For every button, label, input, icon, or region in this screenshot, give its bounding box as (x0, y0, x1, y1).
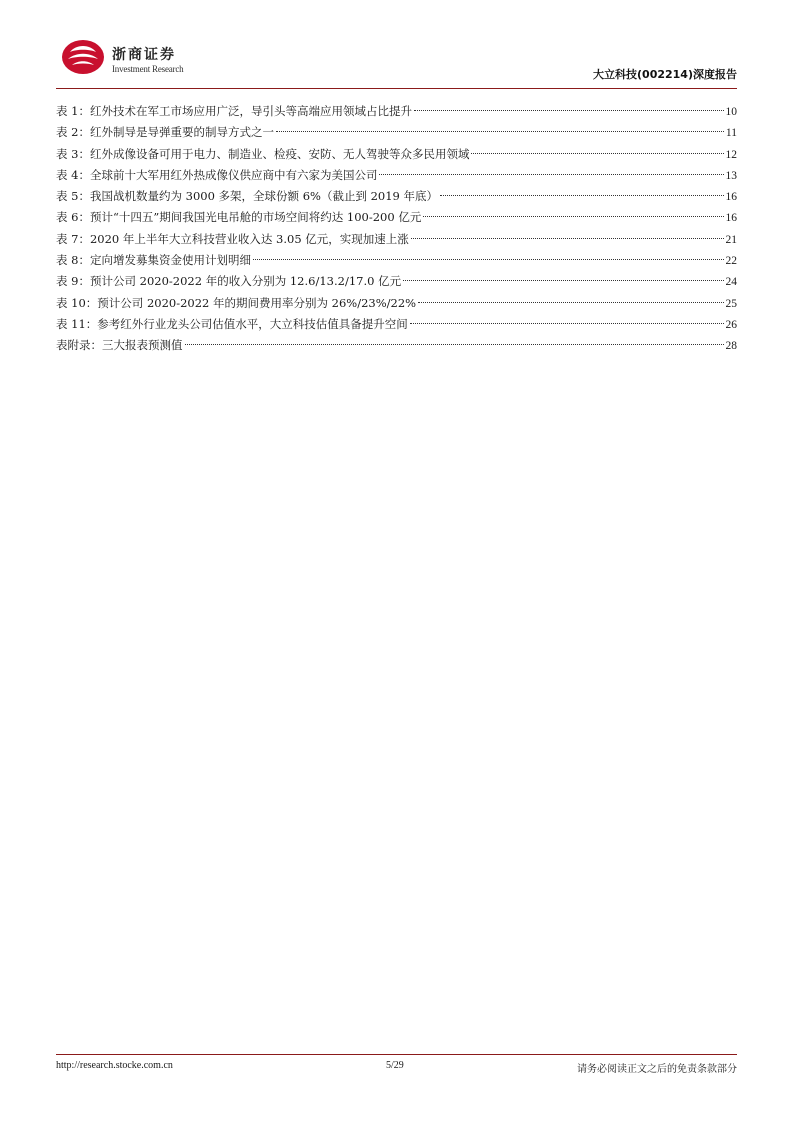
toc-entry[interactable] (56, 293, 737, 314)
toc-leader-dots (276, 131, 724, 132)
footer-disclaimer: 请务必阅读正文之后的免责条款部分 (577, 1064, 737, 1075)
toc-entry-page[interactable]: 16 (725, 212, 737, 225)
toc-entry-page[interactable]: 24 (725, 276, 737, 289)
toc-leader-dots (403, 280, 723, 281)
toc-entry-page[interactable]: 22 (725, 255, 737, 268)
logo-mark-icon (60, 38, 106, 76)
toc-leader-dots (253, 259, 724, 260)
company-logo (60, 38, 190, 78)
toc-entry[interactable] (56, 207, 737, 228)
toc-leader-dots (379, 174, 723, 175)
toc-entry-label[interactable]: 表 5：我国战机数量约为 3000 多架，全球份额 6%（截止到 2019 年底） (56, 189, 439, 204)
footer-url-link[interactable]: http://research.stocke.com.cn (56, 1060, 173, 1071)
toc-leader-dots (440, 195, 723, 196)
report-title: 大立科技(002214)深度报告 (593, 68, 737, 81)
toc-entry-page[interactable]: 11 (725, 127, 737, 140)
table-of-figures (56, 101, 737, 357)
toc-entry-label[interactable]: 表 3：红外成像设备可用于电力、制造业、检疫、安防、无人驾驶等众多民用领域 (56, 146, 470, 161)
logo-english-name: Investment Research (112, 64, 184, 74)
toc-leader-dots (418, 302, 723, 303)
toc-entry-label[interactable]: 表 9：预计公司 2020-2022 年的收入分别为 12.6/13.2/17.0 亿元 (56, 274, 402, 289)
toc-entry-page[interactable]: 28 (725, 340, 737, 353)
footer-page-number: 5/29 (386, 1060, 404, 1071)
toc-entry-page[interactable]: 13 (725, 169, 737, 182)
toc-entry[interactable] (56, 271, 737, 292)
toc-entry-page[interactable]: 25 (725, 297, 737, 310)
toc-entry-label[interactable]: 表 7：2020 年上半年大立科技营业收入达 3.05 亿元，实现加速上涨 (56, 231, 409, 246)
toc-entry-label[interactable]: 表 8：定向增发募集资金使用计划明细 (56, 253, 251, 268)
toc-entry-label[interactable]: 表 1：红外技术在军工市场应用广泛，导引头等高端应用领域占比提升 (56, 104, 412, 118)
toc-entry-label[interactable]: 表 10：预计公司 2020-2022 年的期间费用率分别为 26%/23%/22% (56, 295, 417, 310)
toc-entry[interactable] (56, 186, 737, 207)
toc-leader-dots (471, 153, 723, 154)
toc-entry-page[interactable]: 26 (725, 318, 737, 331)
toc-entry[interactable] (56, 314, 737, 335)
toc-entry[interactable] (56, 122, 737, 143)
toc-entry[interactable] (56, 144, 737, 165)
toc-entry-label[interactable]: 表 11：参考红外行业龙头公司估值水平，大立科技估值具备提升空间 (56, 316, 408, 331)
toc-entry-label[interactable]: 表 6：预计“十四五”期间我国光电吊舱的市场空间将约达 100-200 亿元 (56, 210, 422, 225)
toc-entry-label[interactable]: 表 4：全球前十大军用红外热成像仪供应商中有六家为美国公司 (56, 167, 378, 182)
logo-chinese-name: 浙商证券 (112, 47, 176, 63)
page-header (56, 34, 737, 86)
header-divider (56, 88, 737, 89)
toc-entry-label[interactable]: 表 2：红外制导是导弹重要的制导方式之一 (56, 125, 274, 140)
toc-leader-dots (411, 238, 724, 239)
toc-entry[interactable] (56, 101, 737, 122)
page-footer (56, 1060, 737, 1076)
toc-entry[interactable] (56, 335, 737, 356)
toc-entry-page[interactable]: 16 (725, 191, 737, 204)
toc-leader-dots (185, 344, 724, 345)
toc-entry-page[interactable]: 10 (725, 106, 737, 118)
toc-entry-label[interactable]: 表附录：三大报表预测值 (56, 338, 183, 353)
toc-entry-page[interactable]: 21 (725, 233, 737, 246)
toc-entry[interactable] (56, 250, 737, 271)
toc-entry-page[interactable]: 12 (725, 148, 737, 161)
toc-leader-dots (414, 110, 724, 111)
toc-leader-dots (423, 216, 723, 217)
toc-entry[interactable] (56, 229, 737, 250)
footer-divider (56, 1054, 737, 1055)
toc-entry[interactable] (56, 165, 737, 186)
toc-leader-dots (410, 323, 724, 324)
